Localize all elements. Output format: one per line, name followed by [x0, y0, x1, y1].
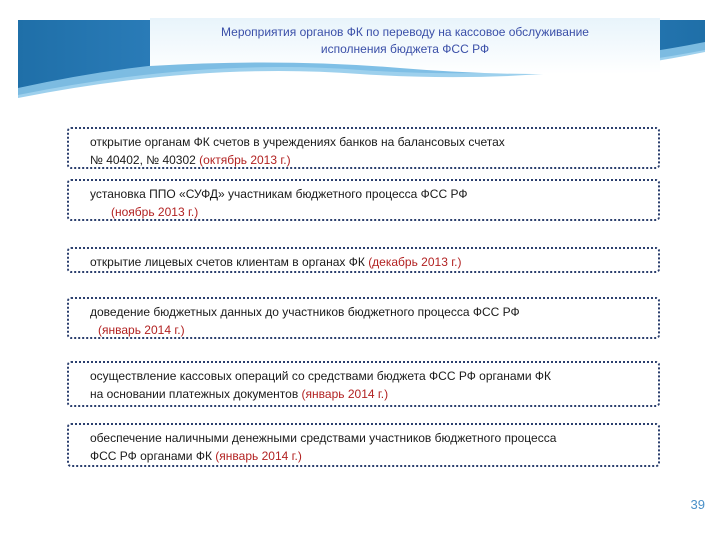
item-date: (январь 2014 г.) [301, 387, 389, 401]
page-title [150, 24, 660, 58]
title-line-1: Мероприятия органов ФК по переводу на кассовое обслуживание [221, 25, 589, 39]
item-date: (декабрь 2013 г.) [368, 255, 462, 269]
item-date: (январь 2014 г.) [215, 449, 302, 463]
item-text-line-1: обеспечение наличными денежными средствами участников бюджетного процесса [90, 431, 557, 445]
item-text: открытие лицевых счетов клиентам в органах ФК [90, 255, 369, 269]
list-item-bank-accounts [67, 127, 660, 169]
item-date: (ноябрь 2013 г.) [111, 205, 199, 219]
item-text-line-2 [90, 151, 650, 169]
title-line-2: исполнения бюджета ФСС РФ [320, 42, 490, 56]
item-text-line-2 [90, 447, 650, 465]
item-text-line-1: доведение бюджетных данных до участников бюджетного процесса ФСС РФ [90, 305, 520, 319]
list-item-cash-operations [67, 361, 660, 407]
item-date: (январь 2014 г.) [98, 323, 185, 337]
item-text: ФСС РФ органами ФК [90, 449, 216, 463]
item-text-line-1: установка ППО «СУФД» участникам бюджетного процесса ФСС РФ [90, 187, 468, 201]
list-item-budget-data [67, 297, 660, 339]
item-text-line-2 [90, 203, 650, 221]
item-text-line-2 [90, 321, 650, 339]
item-text-line-1 [90, 253, 650, 271]
list-item-ppo-install [67, 179, 660, 221]
item-text-line-2 [90, 385, 650, 403]
item-text-line-1: открытие органам ФК счетов в учреждениях банков на балансовых счетах [90, 135, 505, 149]
item-text: № 40402, № 40302 [90, 153, 200, 167]
item-text-line-1: осуществление кассовых операций со средствами бюджета ФСС РФ органами ФК [90, 369, 551, 383]
item-date: (октябрь 2013 г.) [199, 153, 291, 167]
item-text: на основании платежных документов [90, 387, 302, 401]
list-item-personal-accounts [67, 247, 660, 273]
list-item-cash-provision [67, 423, 660, 467]
page-number: 39 [690, 497, 705, 512]
